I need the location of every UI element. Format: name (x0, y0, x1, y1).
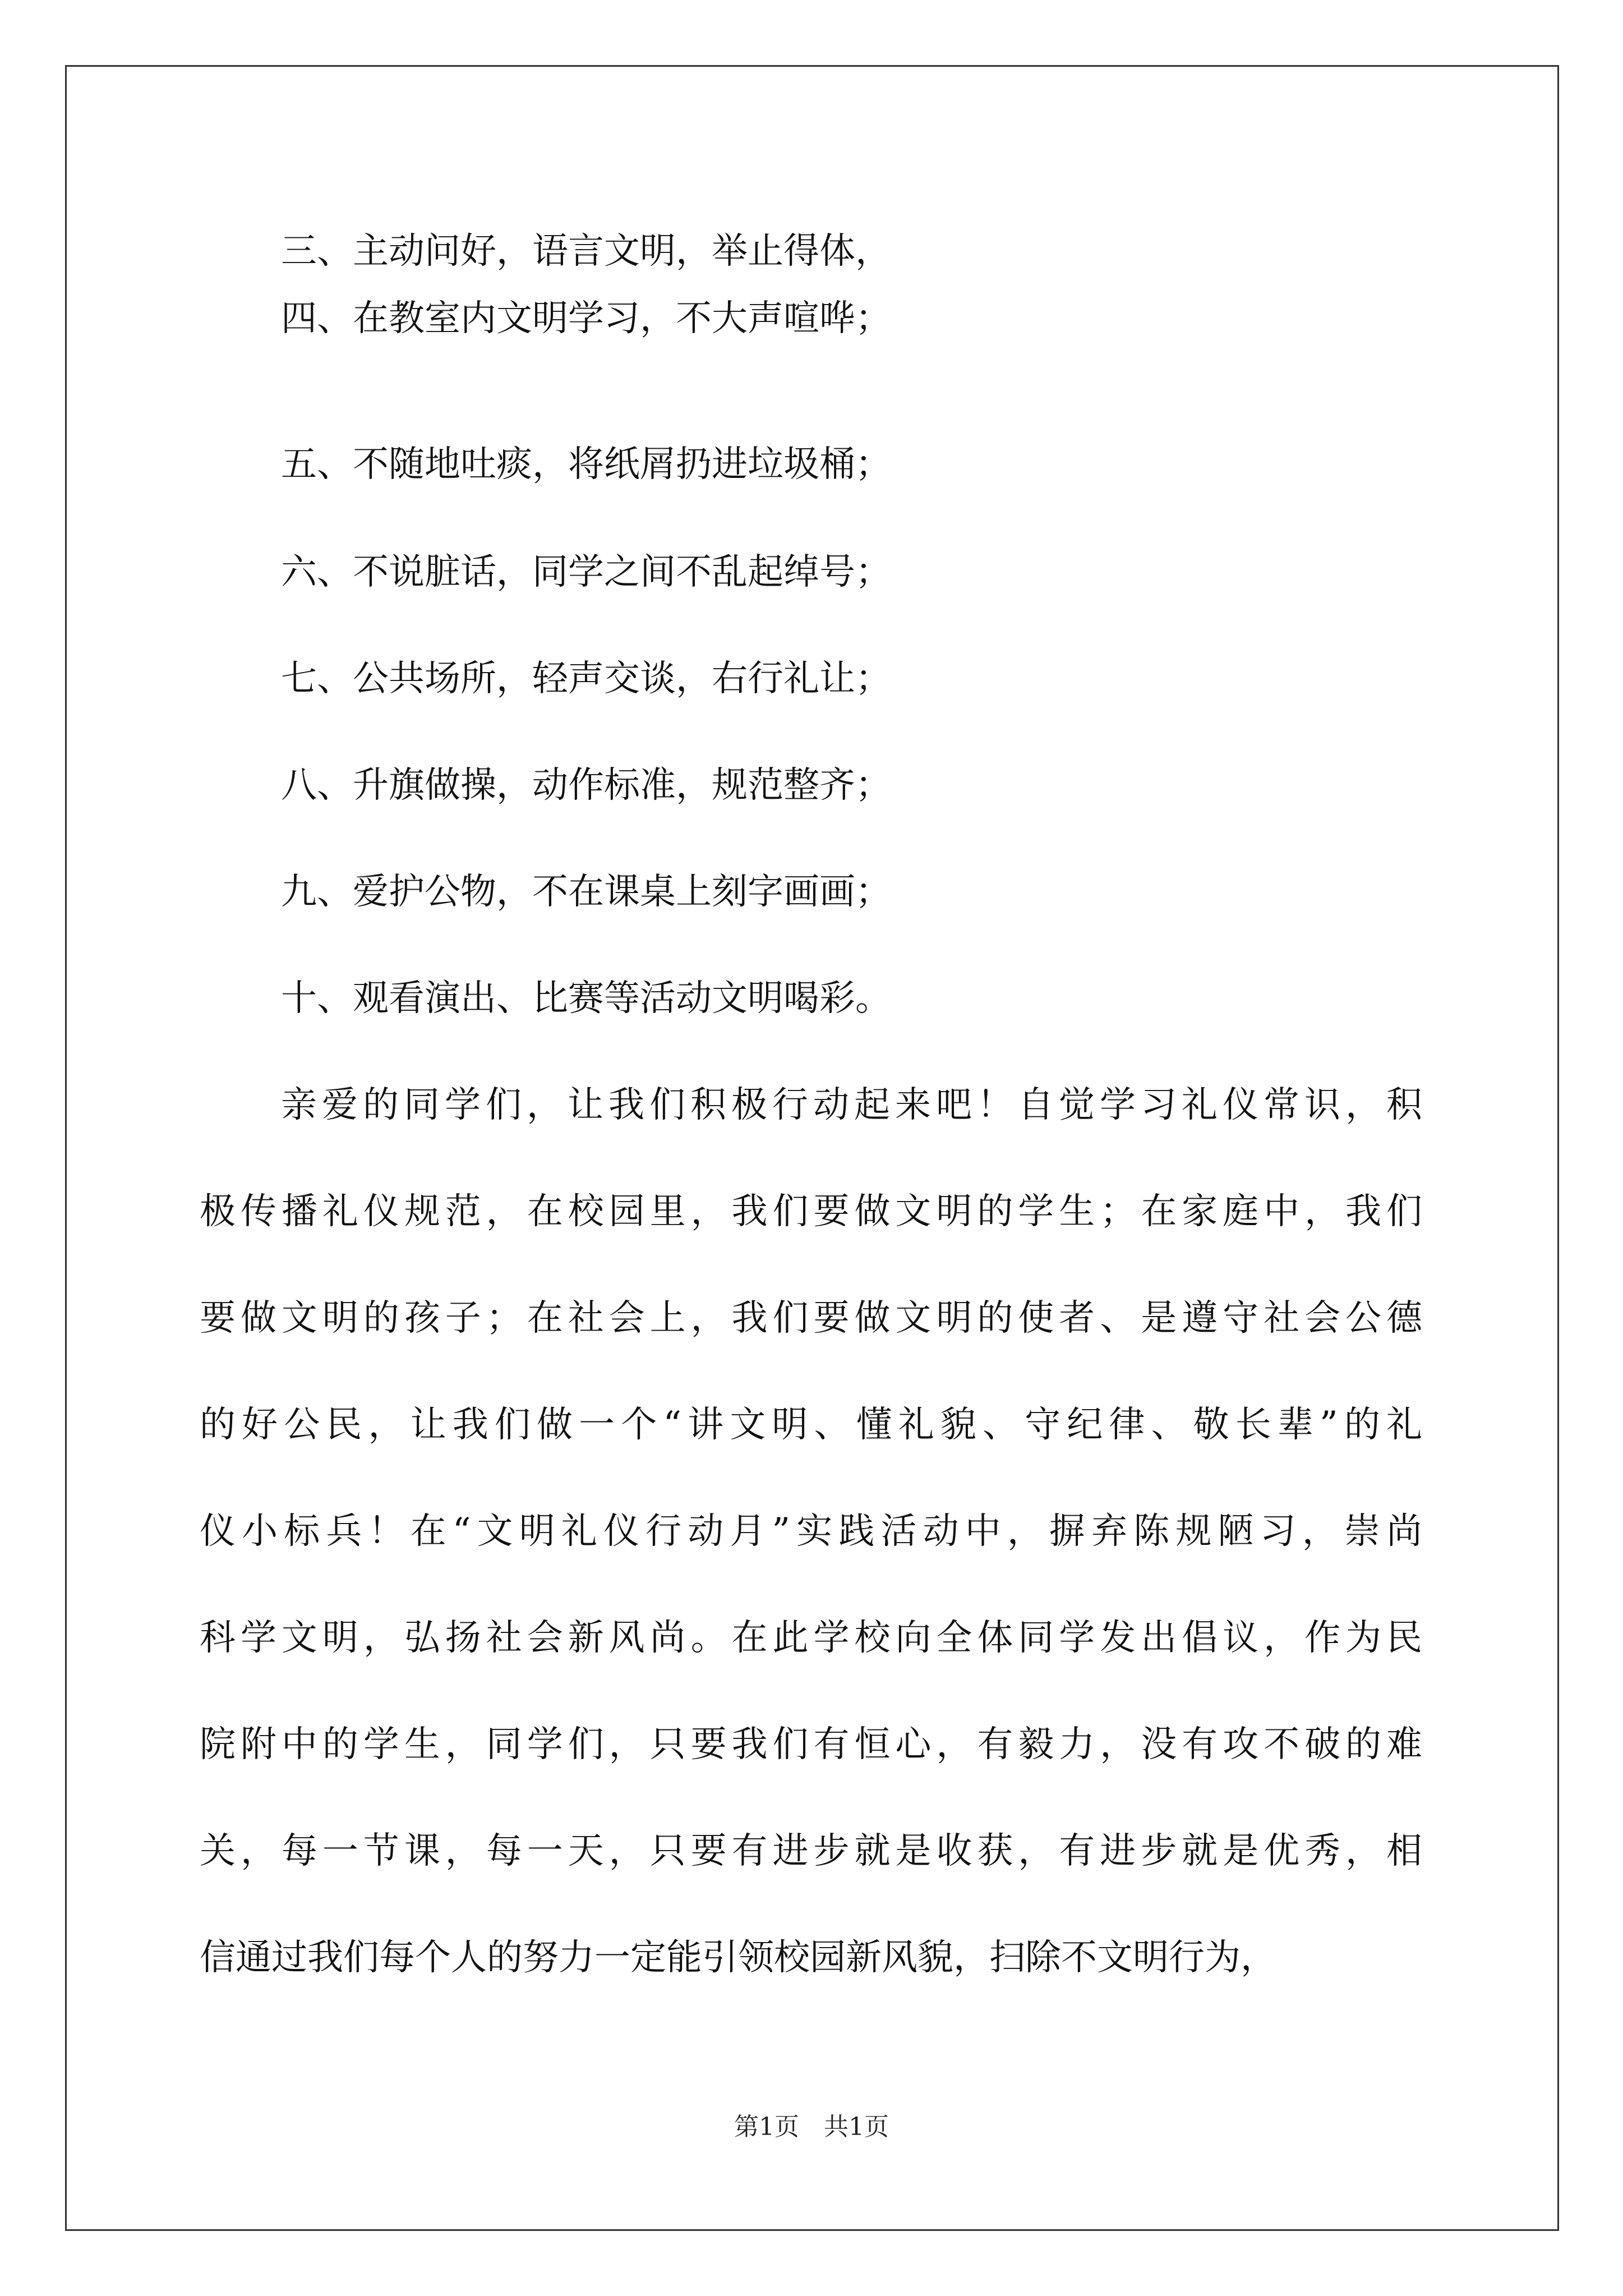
list-item: 四、在教室内文明学习，不大声喧哗； (281, 298, 891, 339)
paragraph-line: 院附中的学生，同学们，只要我们有恒心，有毅力，没有攻不破的难 (200, 1724, 1422, 1765)
paragraph-line: 信通过我们每个人的努力一定能引领校园新风貌，扫除不文明行为， (200, 1937, 1276, 1978)
paragraph-line: 极传播礼仪规范，在校园里，我们要做文明的学生；在家庭中，我们 (200, 1191, 1422, 1232)
list-item: 七、公共场所，轻声交谈，右行礼让； (281, 658, 891, 700)
page-footer: 第1页 共1页 (734, 2113, 889, 2141)
paragraph-line: 要做文明的孩子；在社会上，我们要做文明的使者、是遵守社会公德 (200, 1297, 1422, 1339)
paragraph-line: 的好公民，让我们做一个“讲文明、懂礼貌、守纪律、敬长辈”的礼 (200, 1404, 1422, 1446)
paragraph-line: 仪小标兵！在“文明礼仪行动月”实践活动中，摒弃陈规陋习，崇尚 (200, 1511, 1422, 1552)
paragraph-line: 科学文明，弘扬社会新风尚。在此学校向全体同学发出倡议，作为民 (200, 1617, 1422, 1659)
list-item: 十、观看演出、比赛等活动文明喝彩。 (281, 978, 891, 1019)
list-item: 三、主动问好，语言文明，举止得体， (281, 231, 891, 272)
list-item: 九、爱护公物，不在课桌上刻字画画； (281, 871, 891, 913)
paragraph-line: 亲爱的同学们，让我们积极行动起来吧！自觉学习礼仪常识，积 (281, 1084, 1422, 1126)
list-item: 五、不随地吐痰，将纸屑扔进垃圾桶； (281, 444, 891, 485)
list-item: 八、升旗做操，动作标准，规范整齐； (281, 765, 891, 806)
paragraph-line: 关，每一节课，每一天，只要有进步就是收获，有进步就是优秀，相 (200, 1830, 1422, 1872)
page-border (65, 65, 1559, 2231)
list-item: 六、不说脏话，同学之间不乱起绰号； (281, 551, 891, 593)
